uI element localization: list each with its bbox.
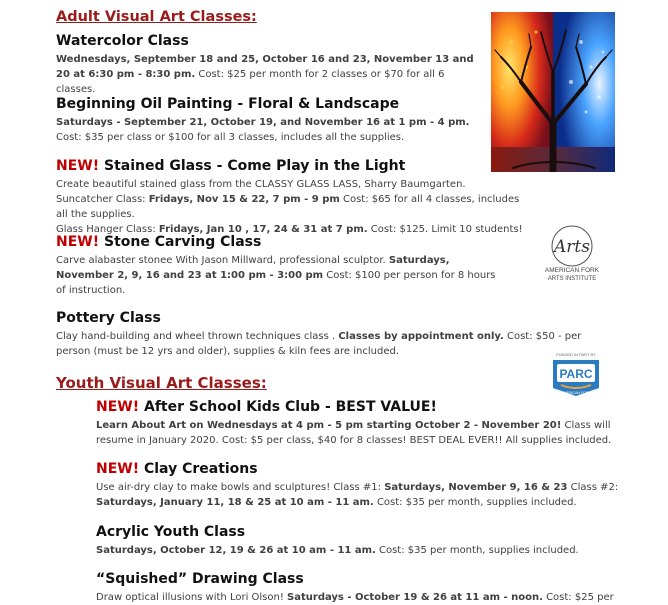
new-label: NEW! [96,461,140,477]
class-details: Use air-dry clay to make bowls and sculptures! Class #1: Saturdays, November 9, 16 & 23 Class #2: Saturdays, January 11, 18 & 25 at 10 am - 11 am. Cost: $35 per month, supplies included. [96,482,619,508]
pottery-class [56,310,616,359]
new-label: NEW! [56,234,100,250]
tree-painting-image [491,12,615,172]
class-details: Learn About Art on Wednesdays at 4 pm - 5 pm starting October 2 - November 20! Class will resume in January 2020. Cost: $5 per class, $40 for 8 classes! BEST DEAL EVER!! All supplies included. [96,420,612,446]
class-title: Acrylic Youth Class [96,524,246,540]
oil-painting-class [56,96,486,145]
squished-drawing-class [96,571,636,605]
arts-script-text: Arts [554,237,590,257]
american-fork-arts-institute-logo [527,222,617,284]
youth-section-heading: Youth Visual Art Classes: [56,374,267,392]
class-details: Saturdays - September 21, October 19, and November 16 at 1 pm - 4 pm. Cost: $35 per class or $100 for all 3 classes, includes all the supplies. [56,117,470,143]
class-title: NEW! Stained Glass - Come Play in the Light [56,158,406,174]
stone-carving-class [56,234,496,298]
parc-logo [549,350,603,398]
new-label: NEW! [96,399,140,415]
class-details: Carve alabaster stonee With Jason Millward, professional sculptor. Saturdays, November 2, 9, 16 and 23 at 1:00 pm - 3:00 pm Cost: $100 per person for 8 hours of instruction. [56,255,496,296]
class-details: Saturdays, October 12, 19 & 26 at 10 am - 11 am. Cost: $35 per month, supplies included. [96,545,579,556]
class-details: Wednesdays, September 18 and 25, October 16 and 23, November 13 and 20 at 6:30 pm - 8:30 pm. Cost: $25 per month for 2 classes or $70 for all 6 classes. [56,54,474,95]
class-title: Pottery Class [56,310,161,326]
watercolor-class [56,33,486,97]
arts-line2-text: ARTS INSTITUTE [547,276,597,282]
clay-creations-class [96,461,636,510]
parc-top-text: FUNDED IN PART BY [556,352,596,357]
class-details: Clay hand-building and wheel thrown techniques class . Classes by appointment only. Cost: $50 - per person (must be 12 yrs and older), supplies & kiln fees are included. [56,331,582,357]
new-label: NEW! [56,158,100,174]
class-title: Beginning Oil Painting - Floral & Landscape [56,96,400,112]
adult-section-heading: Adult Visual Art Classes: [56,9,257,25]
class-details: Draw optical illusions with Lori Olson! Saturdays - October 19 & 26 at 11 am - noon. Cost: $25 per [96,592,614,603]
class-title: NEW! After School Kids Club - BEST VALUE! [96,399,437,415]
after-school-kids-club [96,399,636,448]
parc-bottom-text: AMERICAN FORK [561,391,591,395]
stained-glass-class [56,158,526,237]
class-title: “Squished” Drawing Class [96,571,304,587]
class-title: NEW! Clay Creations [96,461,258,477]
acrylic-youth-class [96,524,636,558]
class-details: Create beautiful stained glass from the CLASSY GLASS LASS, Sharry Baumgarten. Suncatcher Class: Fridays, Nov 15 & 22, 7 pm - 9 pm Cost: $65 for all 4 classes, includes all the supplies. Glass Hanger Class: Fridays, Jan 10 , 17, 24 & 31 at 7 pm. Cost: $125. Limit 10 students! [56,179,523,235]
arts-line1-text: AMERICAN FORK [544,267,600,274]
class-title: Watercolor Class [56,33,189,49]
parc-text: PARC [559,367,593,381]
class-title: NEW! Stone Carving Class [56,234,262,250]
